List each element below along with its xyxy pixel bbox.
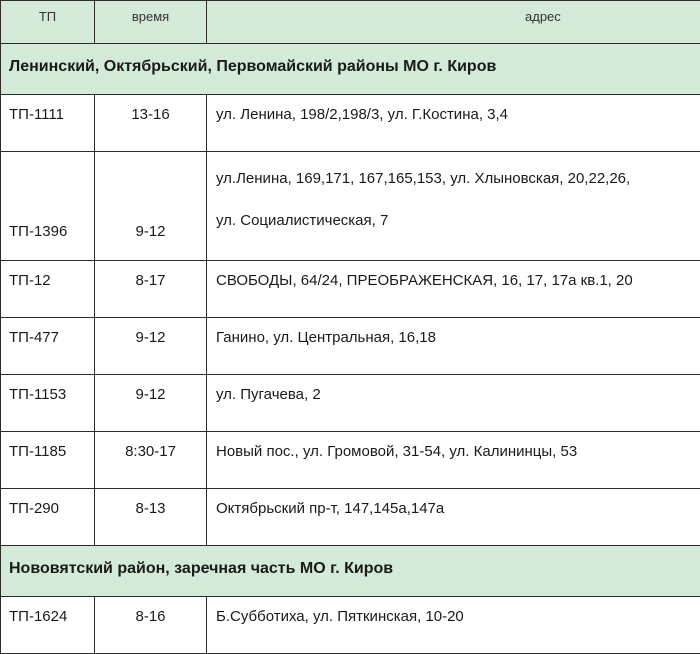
time-cell: 9-12 (95, 152, 207, 261)
address-cell: Октябрьский пр-т, 147,145а,147а (207, 489, 700, 546)
header-tp: ТП (1, 1, 95, 44)
header-address: адрес (207, 1, 700, 44)
tp-cell: ТП-1185 (1, 432, 95, 489)
header-time: время (95, 1, 207, 44)
region-title: Ленинский, Октябрьский, Первомайский районы МО г. Киров (1, 44, 700, 95)
address-cell: Ганино, ул. Центральная, 16,18 (207, 318, 700, 375)
tp-cell: ТП-1111 (1, 95, 95, 152)
address-line: ул.Ленина, 169,171, 167,165,153, ул. Хлыновская, 20,22,26, (216, 158, 700, 200)
address-cell: Новый пос., ул. Громовой, 31-54, ул. Калининцы, 53 (207, 432, 700, 489)
time-cell: 8-13 (95, 489, 207, 546)
table-row (1, 375, 700, 432)
table-row (1, 261, 700, 318)
time-cell: 9-12 (95, 375, 207, 432)
header-row (1, 1, 700, 44)
tp-cell: ТП-477 (1, 318, 95, 375)
table-row (1, 95, 700, 152)
address-line: ул. Социалистическая, 7 (216, 200, 700, 242)
region-row (1, 546, 700, 597)
tp-cell: ТП-12 (1, 261, 95, 318)
time-cell: 8-17 (95, 261, 207, 318)
tp-cell: ТП-1396 (1, 152, 95, 261)
time-cell: 9-12 (95, 318, 207, 375)
time-cell: 8:30-17 (95, 432, 207, 489)
address-cell: ул. Пугачева, 2 (207, 375, 700, 432)
tp-cell: ТП-1153 (1, 375, 95, 432)
time-cell: 13-16 (95, 95, 207, 152)
time-cell: 8-16 (95, 597, 207, 654)
region-title: Нововятский район, заречная часть МО г. Киров (1, 546, 700, 597)
table-row (1, 432, 700, 489)
address-cell (207, 152, 700, 261)
table-row (1, 597, 700, 654)
region-row (1, 44, 700, 95)
table-row (1, 152, 700, 261)
address-cell: СВОБОДЫ, 64/24, ПРЕОБРАЖЕНСКАЯ, 16, 17, 17а кв.1, 20 (207, 261, 700, 318)
table-row (1, 489, 700, 546)
address-cell: Б.Субботиха, ул. Пяткинская, 10-20 (207, 597, 700, 654)
address-cell: ул. Ленина, 198/2,198/3, ул. Г.Костина, 3,4 (207, 95, 700, 152)
table-row (1, 318, 700, 375)
tp-cell: ТП-290 (1, 489, 95, 546)
tp-cell: ТП-1624 (1, 597, 95, 654)
